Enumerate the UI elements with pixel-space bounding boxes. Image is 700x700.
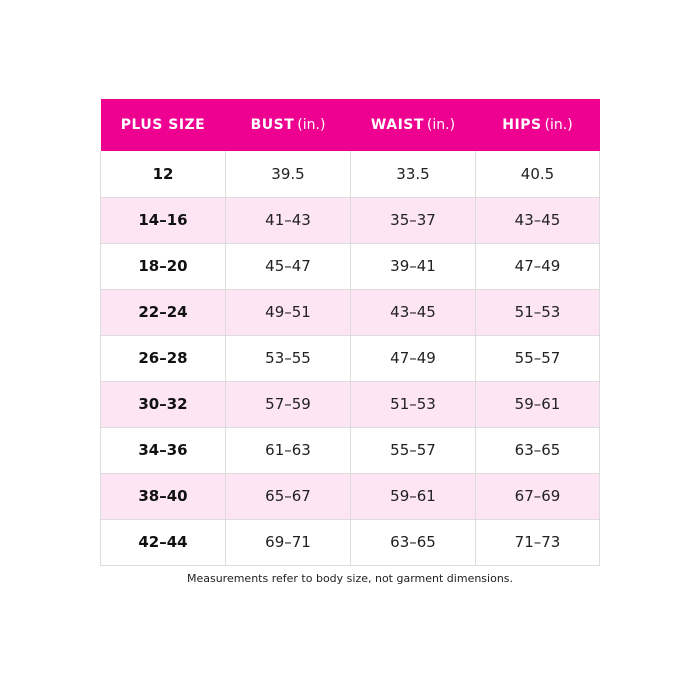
waist-cell: 35–37 [351,197,476,243]
header-unit: (in.) [426,117,456,133]
header-row [101,99,600,151]
header-label: HIPS [502,117,542,133]
hips-cell: 43–45 [476,197,600,243]
table-row [101,335,600,381]
table-header [101,99,600,151]
waist-cell: 59–61 [351,473,476,519]
waist-cell: 55–57 [351,427,476,473]
bust-cell: 49–51 [226,289,351,335]
bust-cell: 41–43 [226,197,351,243]
hips-cell: 71–73 [476,519,600,565]
size-cell: 14–16 [101,197,226,243]
size-cell: 26–28 [101,335,226,381]
size-cell: 12 [101,151,226,197]
waist-cell: 63–65 [351,519,476,565]
waist-cell: 51–53 [351,381,476,427]
table-row [101,519,600,565]
waist-cell: 43–45 [351,289,476,335]
table-row [101,197,600,243]
header-waist [351,99,476,151]
waist-cell: 39–41 [351,243,476,289]
size-cell: 42–44 [101,519,226,565]
table-row [101,427,600,473]
size-cell: 18–20 [101,243,226,289]
table-row [101,151,600,197]
hips-cell: 47–49 [476,243,600,289]
bust-cell: 65–67 [226,473,351,519]
table-row [101,473,600,519]
bust-cell: 61–63 [226,427,351,473]
table-row [101,243,600,289]
bust-cell: 39.5 [226,151,351,197]
header-unit: (in.) [297,117,326,133]
header-plus-size [101,99,226,151]
bust-cell: 57–59 [226,381,351,427]
header-unit: (in.) [544,117,573,133]
header-label: BUST [250,117,295,133]
size-cell: 22–24 [101,289,226,335]
bust-cell: 53–55 [226,335,351,381]
hips-cell: 67–69 [476,473,600,519]
hips-cell: 59–61 [476,381,600,427]
table-body [101,151,600,565]
hips-cell: 63–65 [476,427,600,473]
header-bust [226,99,351,151]
hips-cell: 40.5 [476,151,600,197]
measurement-footnote: Measurements refer to body size, not garment dimensions. [186,572,514,585]
waist-cell: 47–49 [351,335,476,381]
header-hips [476,99,600,151]
bust-cell: 45–47 [226,243,351,289]
size-cell: 30–32 [101,381,226,427]
table-row [101,381,600,427]
size-cell: 38–40 [101,473,226,519]
bust-cell: 69–71 [226,519,351,565]
waist-cell: 33.5 [351,151,476,197]
size-chart-table [100,99,600,566]
table-row [101,289,600,335]
hips-cell: 55–57 [476,335,600,381]
header-label: WAIST [370,117,424,133]
hips-cell: 51–53 [476,289,600,335]
header-label: PLUS SIZE [120,117,206,133]
size-cell: 34–36 [101,427,226,473]
